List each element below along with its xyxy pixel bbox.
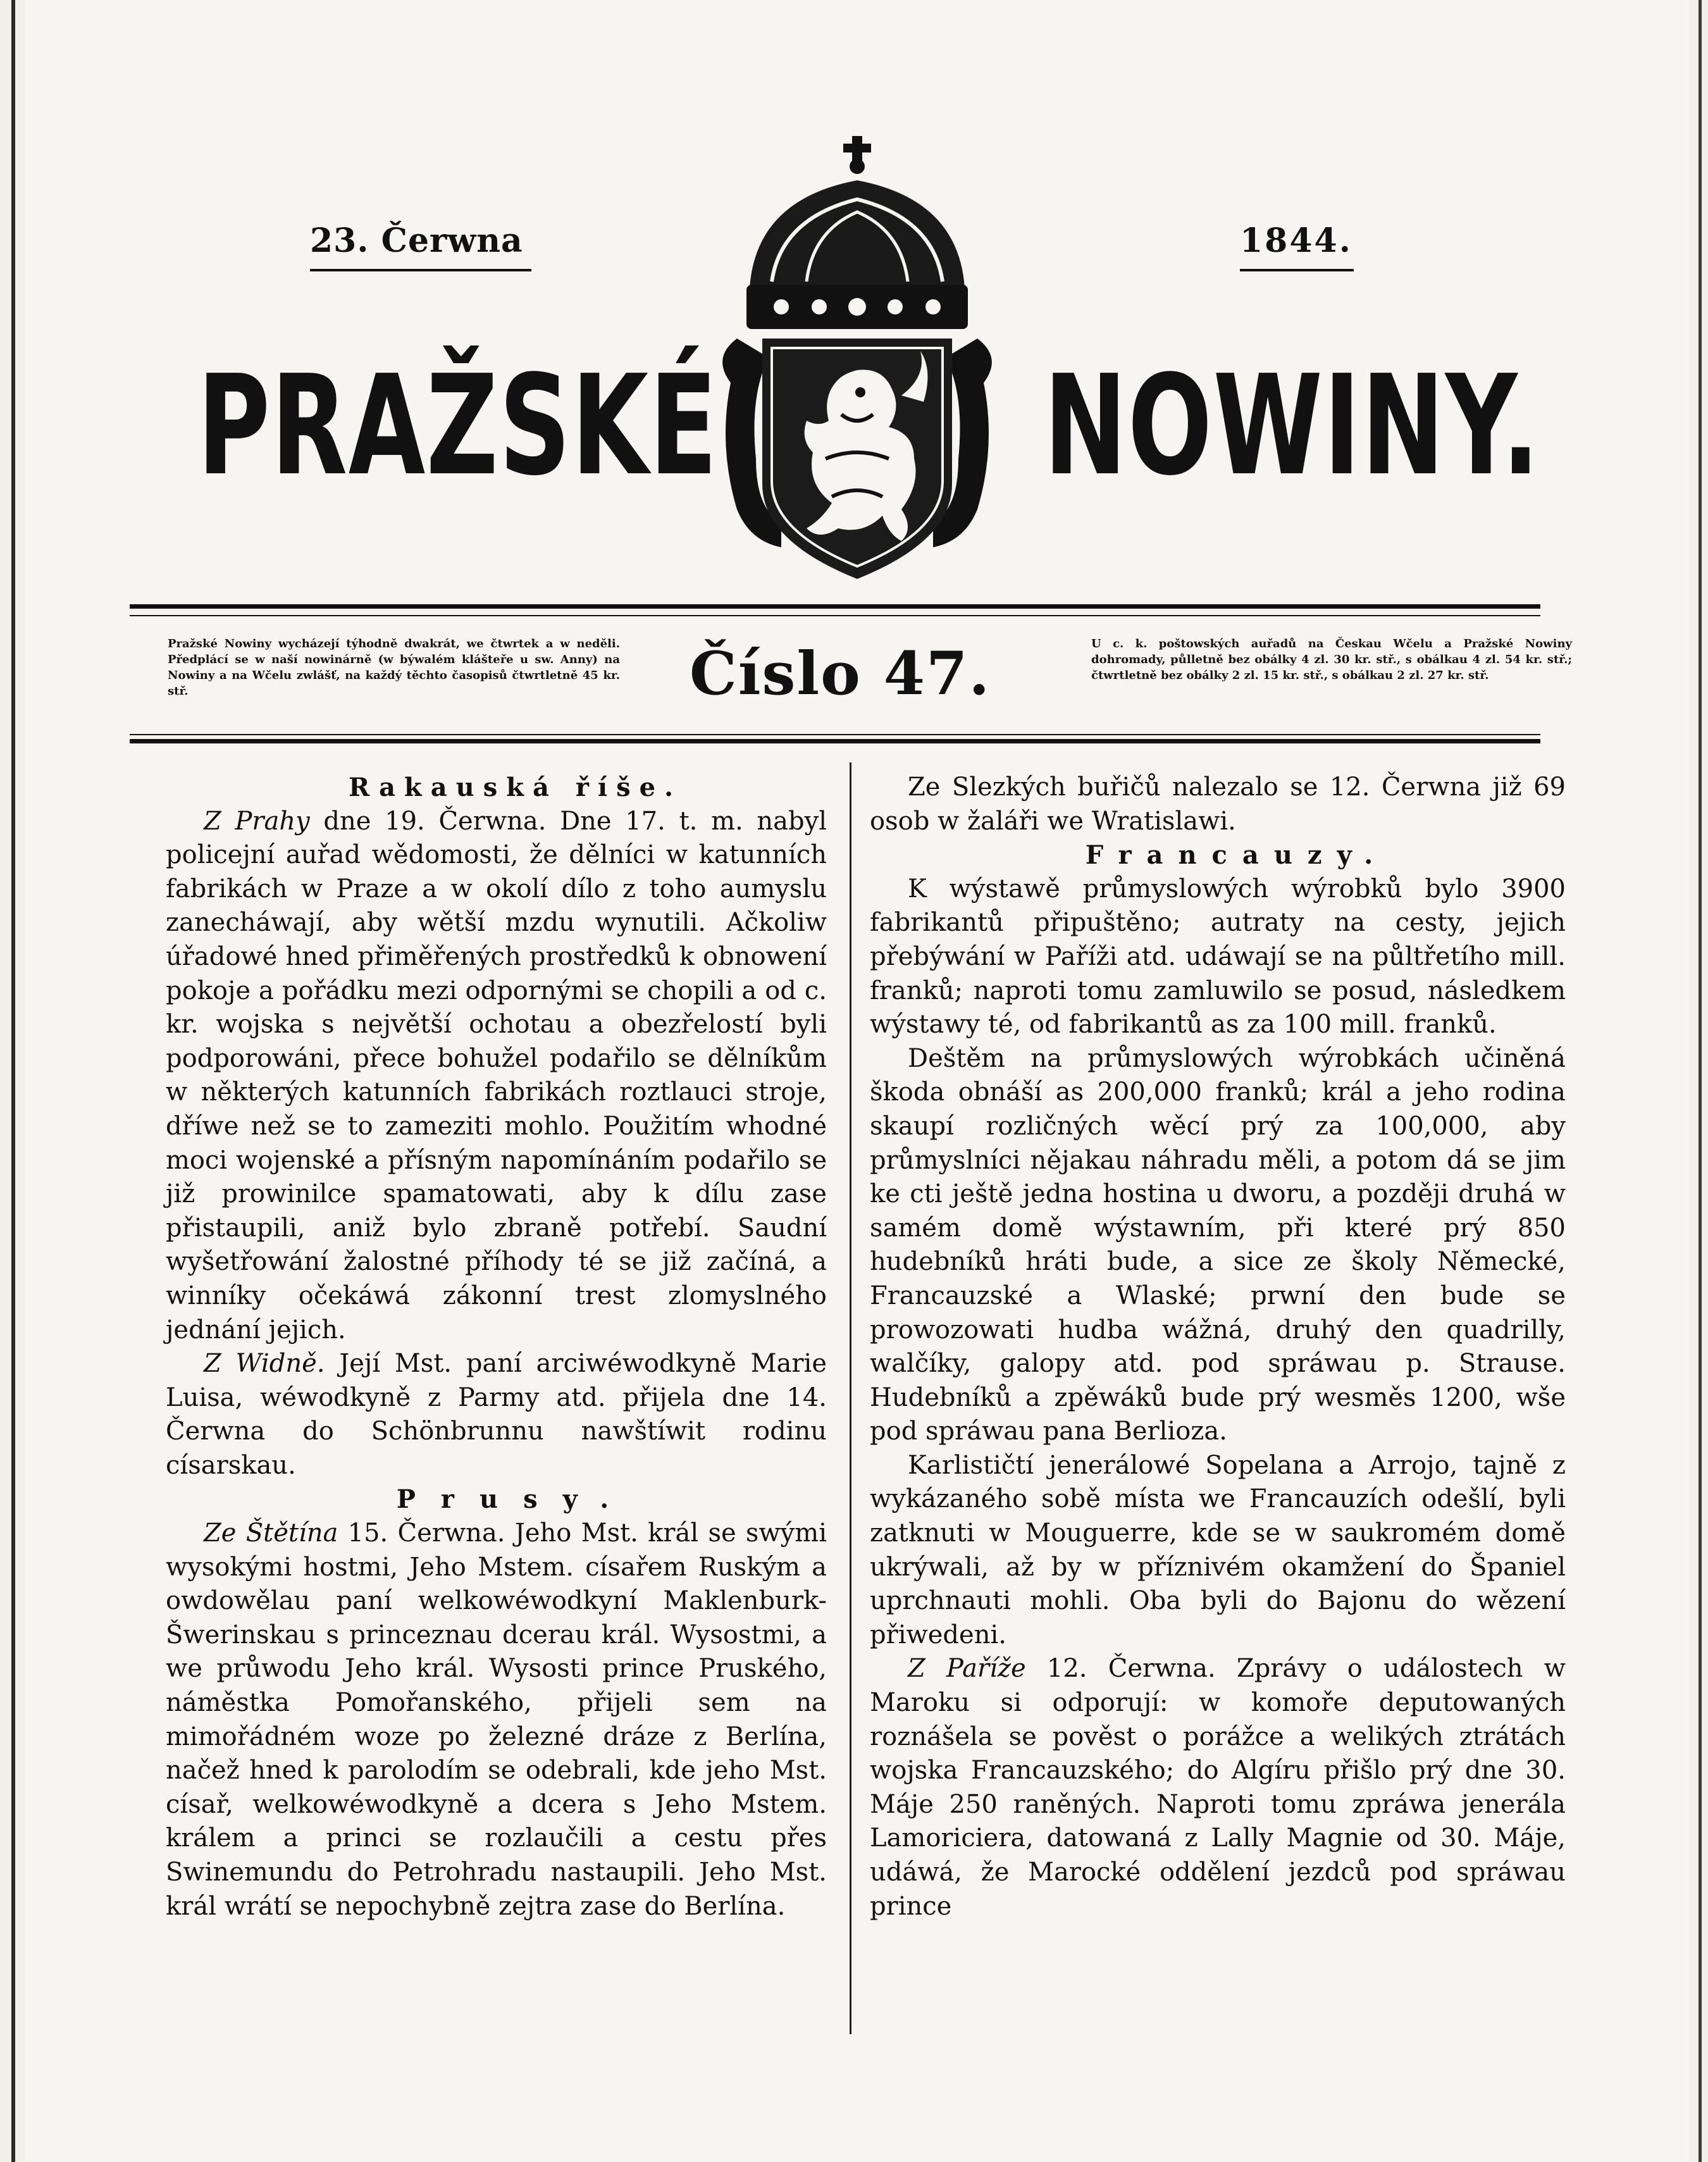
masthead-rule-top-thin [130,615,1540,616]
article-rain-damage: Deštěm na průmyslowých wýrobkách učiněná škoda obnáší as 200,000 franků; král a jeho rodina skaupí rozličných wěcí prý za 100,000, aby průmyslníci nějakau náhradu měli, a potom dá se jim ke cti ještě jedna hostina u dworu, a později druhá w samém domě wýstawním, při které prý 850 hudebníků hráti bude, a sice ze školy Německé, Francauzské a Wlaské; prwní den bude se prowozowati hudba wážná, druhý den quadrilly, walčíky, galopy atd. pod spráwau p. Strause. Hudebníků a zpěwáků bude prý wesměs 1200, wše pod spráwau pana Berlioza. [870,1043,1566,1446]
masthead-rule-bottom [130,739,1540,743]
article-prague [166,805,827,1348]
heading-france: Francauzy. [1085,840,1389,871]
dateline-stettin: Ze Štětína [204,1519,338,1548]
masthead-date-underline [310,269,531,271]
dateline-vienna: Z Widně. [204,1349,325,1379]
article-vienna [166,1347,827,1482]
masthead-rule-top [130,604,1540,609]
heading-prussia: Prusy. [396,1484,634,1515]
masthead-year: 1844. [1240,221,1352,260]
subscription-info-right: U c. k. poštowských auřadů na Českau Wčelu a Pražské Nowiny dohromady, půlletně bez obálky 4 zl. 30 kr. stř., s obálkau 4 zl. 54 kr. stř.; čtwrtletně bez obálky 2 zl. 15 kr. stř., s obálkau 2 zl. 27 kr. stř. [1091,637,1572,682]
article-prague-text: dne 19. Čerwna. Dne 17. t. m. nabyl policejní auřad wědomosti, že dělníci w katunních fabrikách w Praze a w okolí dílo z toho aumyslu zanecháwají, aby wětší mzdu wynutili. Ačkoliw úřadowé hned přiměřených prostředků k obnowení pokoje a pořádku mezi odpornými se chopili a od c. kr. wojska s největší ochotau a obezřelostí byli podporowáni, přece bohužel podařilo se dělníkům w některých katunních fabrikách roztlauci stroje, dříwe než se to zameziti mohlo. Použitím whodné moci wojenské a přísným napomínáním podařilo se již prowinilce spamatowati, aby k dílu zase přistaupili, aniž bylo zbraně potřebí. Saudní wyšetřowání žalostné příhody té se již začíná, a winníky očekáwá zákonní trest zlomyslného jednání jejich. [166,806,827,1345]
title-right: NOWINY. [1044,346,1541,506]
page-edge-right [1699,0,1702,2162]
masthead-date: 23. Čerwna [310,221,523,260]
article-exhibition: K wýstawě průmyslowých wýrobků bylo 3900 fabrikantů připuštěno; autraty na cesty, jejich přebýwání w Paříži atd. udáwají se na půltřetího mill. franků; naproti tomu zamluwilo se posud, následkem wýstawy té, od fabrikantů as za 100 mill. franků. [870,874,1566,1040]
article-paris-text: 12. Čerwna. Zprávy o událostech w Maroku si odporují: w komoře deputowaných roznášela se pověst o porážce a welikých ztrátách wojska Francauzského; do Algíru přišlo prý dne 30. Máje 250 raněných. Naproti tomu zpráwa jenerála Lamoriciera, datowaná z Lally Magnie od 30. Máje, udáwá, že Marocké oddělení jezdců pod spráwau prince [870,1654,1566,1921]
title-left: PRAŽSKÉ [197,346,719,506]
issue-number: Číslo 47. [690,639,991,709]
column-divider [850,762,851,2034]
article-paris [870,1652,1566,1923]
article-stettin [166,1517,827,1923]
masthead-rule-bottom-thin [130,734,1540,735]
article-silesia: Ze Slezkých buřičů nalezalo se 12. Čerwna již 69 osob w žaláři we Wratislawi. [870,773,1566,836]
dateline-prague: Z Prahy [204,806,310,836]
left-column [166,771,827,1923]
right-column [870,771,1566,1923]
page-edge-left [11,0,15,2162]
subscription-info-left: Pražské Nowiny wycházejí týhodně dwakrát, we čtwrtek a w neděli. Předplácí se w naší nowinárně (w býwalém klášteře u sw. Anny) na Nowiny a na Wčelu zwlášť, na každý těchto časopisů čtwrtletně 45 kr. stř. [168,637,620,698]
article-stettin-text: 15. Čerwna. Jeho Mst. král se swými wysokými hostmi, Jeho Mstem. císařem Ruským a owdowělau paní welkowéwodkyní Maklenburk-Šwerinskau s princeznau dcerau král. Wysostmi, a we průwodu Jeho král. Wysosti prince Pruského, náměstka Pomořanského, přijeli sem na mimořádném woze po železné dráze z Berlína, načež hned k parolodím se odebrali, kde jeho Mst. císař, welkowéwodkyně a dcera s Jeho Mstem. králem a princi se rozlaučili a cestu přes Swinemundu do Petrohradu nastaupili. Jeho Mst. král wrátí se nepochybně zejtra zase do Berlína. [166,1519,827,1921]
dateline-paris: Z Paříže [908,1654,1026,1684]
masthead-year-underline [1240,269,1354,271]
coat-of-arms-icon [712,130,1003,585]
article-vienna-text: Její Mst. paní arciwéwodkyně Marie Luisa, wéwodkyně z Parmy atd. přijela dne 14. Čerwna do Schönbrunnu nawštíwit rodinu císarskau. [166,1349,827,1480]
article-carlist-generals: Karlističtí jenerálowé Sopelana a Arrojo, tajně z wykázaného sobě místa we Francauzích odešlí, byli zatknuti w Mouguerre, kde se w saukromém domě ukrýwali, až by w příznivém okamžení do Španiel uprchnauti mohli. Oba byli do Bajonu do wězení přiwedeni. [870,1450,1566,1649]
heading-austria: Rakauská říše. [348,773,683,802]
